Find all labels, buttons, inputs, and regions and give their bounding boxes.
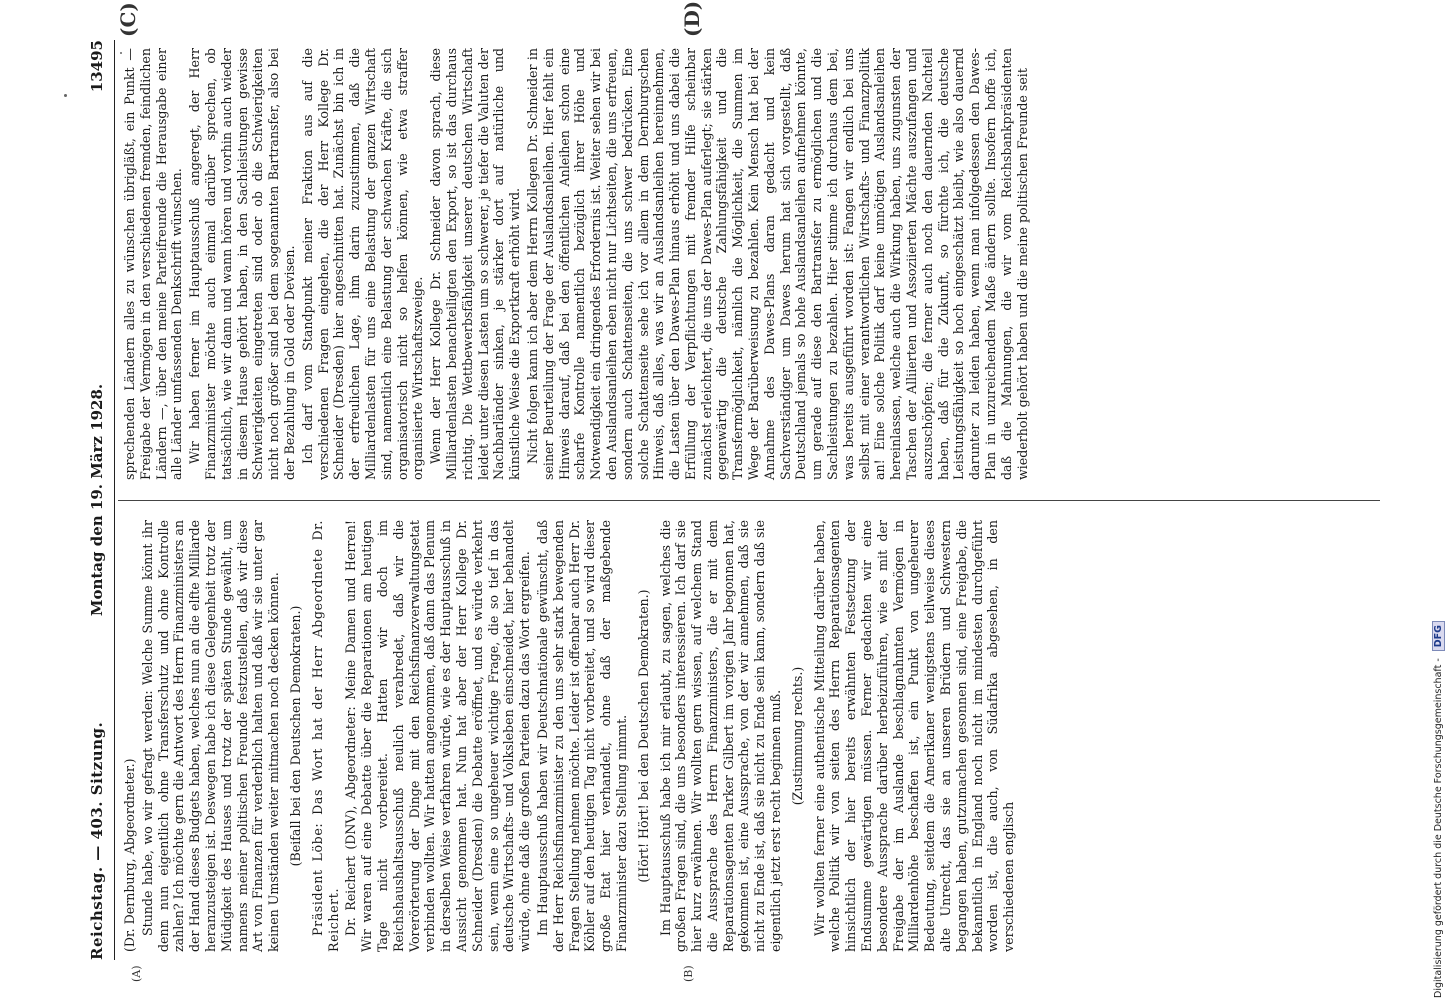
header-session: Reichstag. — 403. Sitzung. [88, 721, 106, 960]
paragraph: Stunde habe, wo wir gefragt werden: Welche Summe könnt ihr denn nun eigentlich ohne Transferschutz und ohne Kontrolle zahlen? Ich möchte gern die Antwort des Herrn Finanzministers an der Hand dieses Budgets haben, welches nun an die elfte Milliarde heranzusteigen ist. Deswegen habe ich diese Gelegenheit trotz der Müdigkeit des Hauses und trotz der späten Stunde gewählt, um namens meiner politischen Freunde festzustellen, daß wir diese Art von Finanzen für verderblich halten und daß wir sie unter gar keinen Umständen weiter mitmachen noch decken können. [139, 520, 282, 952]
header-date: Montag den 19. März 1928. [88, 383, 106, 617]
paragraph: sprechenden Ländern alles zu wünschen übrigläßt, ein Punkt — Freigabe der Vermögen in den verschiedenen fremden, feindlichen Ländern —, über den meine Parteifreunde die Herausgabe einer alle Länder umfassenden Denkschrift wünschen. [122, 48, 185, 480]
speaker-continuation: (Dr. Dernburg, Abgeordneter.) [122, 758, 137, 952]
paragraph: Im Hauptausschuß haben wir Deutschnationale gewünscht, daß der Herr Reichsfinanzminister zu den uns sehr stark bewegenden Fragen Stellung nehmen möchte. Leider ist offenbar auch Herr Dr. Köhler auf den heutigen Tag nicht vorbereitet, und so wird dieser große Etat hier verhandelt, ohne daß der maßgebende Finanzminister dazu Stellung nimmt. [534, 520, 629, 952]
scan-speck [120, 52, 122, 54]
margin-marker-a: (A) [130, 965, 143, 982]
scan-speck [64, 94, 67, 97]
paragraph: Wenn der Herr Kollege Dr. Schneider davon sprach, diese Milliardenlasten benachteiligten den Export, so ist das durchaus richtig. Die Wettbewerbsfähigkeit unserer deutschen Wirtschaft leidet unter diesen Lasten um so schwerer, je tiefer die Valuten der Nachbarländer sinken, je stärker dort auf natürliche und künstliche Weise die Exportkraft erhöht wird. [428, 48, 523, 480]
margin-marker-d: (D) [680, 0, 704, 37]
column-divider [118, 500, 1380, 501]
interjection: (Zustimmung rechts.) [789, 666, 805, 806]
dfg-logo: DFG [1432, 621, 1445, 651]
interjection: (Beifall bei den Deutschen Demokraten.) [287, 605, 303, 867]
paragraph: Nicht folgen kann ich aber dem Herrn Kollegen Dr. Schneider in seiner Beurteilung der Frage der Auslandsanleihen. Hier fehlt ein Hinweis darauf, daß bei den öffentlichen Anleihen schon eine scharfe Kontrolle namentlich bezüglich ihrer Höhe und Notwendigkeit ein dringendes Erfordernis ist. Weiter sehen wir bei den Auslandsanleihen eben nicht nur Lichtseiten, die uns erfreuen, sondern auch Schattenseiten, die uns schwer bedrücken. Eine solche Schattenseite sehe ich vor allem in dem Dernburgschen Hinweis, daß alles, was wir an Auslandsanleihen hereinnehmen, die Lasten über den Dawes-Plan hinaus erhöht und uns dabei die Erfüllung der Verpflichtungen mit fremder Hilfe scheinbar zunächst erleichtert, die uns der Dawes-Plan auferlegt; sie stärken gegenwärtig die deutsche Zahlungsfähigkeit und die Transfermöglichkeit, nämlich die Möglichkeit, die Summen im Wege der Barüberweisung zu bezahlen. Kein Mensch hat bei der Annahme des Dawes-Plans daran gedacht und kein Sachverständiger um Dawes herum hat sich vorgestellt, daß Deutschland jemals so hohe Auslandsanleihen aufnehmen könnte, um gerade auf diese den Bartransfer zu ermöglichen und die Sachleistungen zu bezahlen. Hier stimme ich durchaus dem bei, was bereits ausgeführt worden ist: Fangen wir endlich bei uns selbst mit einer verantwortlichen Wirtschafts- und Finanzpolitik an! Eine solche Politik darf keine unnötigen Auslandsanleihen hereinlassen, welche auch die Wirkung haben, uns zugunsten der Taschen der Alliierten und Assoziierten Mächte auszufangen und auszuschöpfen; die ferner auch noch den dauernden Nachteil haben, daß für die Zukunft, so fürchte ich, die deutsche Leistungsfähigkeit so hoch eingeschätzt bleibt, wie also dauernd darunter zu leiden haben, wenn man infolgedessen den Dawes-Plan in unzureichendem Maße ändern sollte. Insofern hoffe ich, daß die Mahnungen, die wir vom Reichsbankpräsidenten wiederholt gehört haben und die meine politischen Freunde seit [524, 48, 1030, 480]
paragraph: Ich darf vom Standpunkt meiner Fraktion aus auf die verschiedenen Fragen eingehen, die der Herr Kollege Dr. Schneider (Dresden) hier angeschnitten hat. Zunächst bin ich in der erfreulichen Lage, ihm darin zuzustimmen, daß die Milliardenlasten für uns eine Belastung der ganzen Wirtschaft sind, namentlich eine Belastung der schwachen Kräfte, die sich organisatorisch nicht so helfen können, wie etwa straffer organisierte Wirtschaftszweige. [299, 48, 426, 480]
paragraph: Dr. Reichert (DNV), Abgeordneter: Meine Damen und Herren! Wir waren auf eine Debatte über die Reparationen am heutigen Tage nicht vorbereitet. Hatten wir doch im Reichshaushaltsausschuß neulich verabredet, daß wir die Vorerörterung der Dinge mit den Reichsfinanzverwaltungsetat verbinden wollten. Wir hatten angenommen, daß dann das Plenum in derselben Weise verfahren würde, wie es der Hauptausschuß in Aussicht genommen hat. Nun hat aber der Herr Kollege Dr. Schneider (Dresden) die Debatte eröffnet, und es würde verkehrt sein, wenn eine so ungeheuer wichtige Frage, die so tief in das deutsche Wirtschafts- und Volksleben einschneidet, hier behandelt würde, ohne daß die großen Parteien dazu das Wort ergreifen. [343, 520, 533, 952]
credit-text: Digitalisierung gefördert durch die Deutsche Forschungsgemeinschaft - [1433, 658, 1444, 998]
paragraph: Wir wollten ferner eine authentische Mitteilung darüber haben, welche Politik wir von seiten des Herrn Reparationsagenten hinsichtlich der hier bereits erwähnten Festsetzung der Endsumme gewärtigen müssen. Ferner gedachten wir eine besondere Aussprache darüber herbeizuführen, wie es mit der Freigabe der im Auslande beschlagnahmten Vermögen in Milliardenhöhe beschaffen ist, ein Punkt von ungeheurer Bedeutung, seitdem die Amerikaner wenigstens teilweise dieses alte Unrecht, das sie an unseren Brüdern und Schwestern begangen haben, gutzumachen gesonnen sind, eine Freigabe, die bekanntlich in England noch nicht im mindesten durchgeführt worden ist, die auch, von Südafrika abgesehen, in den verschiedenen englisch [811, 520, 1017, 952]
page-number: 13495 [88, 40, 106, 93]
rotated-page [70, 0, 1400, 1000]
interjection: (Hört! Hört! bei den Deutschen Demokraten.) [635, 589, 651, 883]
page-header [80, 40, 115, 960]
digitization-credit [1432, 621, 1445, 998]
president-statement: Präsident Löbe: Das Wort hat der Herr Abgeordnete Dr. Reichert. [309, 520, 341, 952]
margin-marker-c: (C) [116, 2, 140, 37]
right-column [122, 48, 1032, 480]
paragraph: Wir haben ferner im Hauptausschuß angeregt, der Herr Finanzminister möchte auch einmal darüber sprechen, ob tatsächlich, wie wir dann und wann hören und vorhin auch wieder in diesem Hause gehört haben, in den Sachleistungen gewisse Schwierigkeiten eingetreten sind oder ob die Schwierigkeiten nicht noch größer sind bei dem sogenannten Bartransfer, also bei der Bezahlung in Gold oder Devisen. [187, 48, 297, 480]
digitization-sidebar [1414, 0, 1434, 1000]
paragraph: Im Hauptausschuß habe ich mir erlaubt, zu sagen, welches die großen Fragen sind, die uns besonders interessieren. Ich darf sie hier kurz erwähnen. Wir wollten gern wissen, auf welchem Stand die Aussprache des Herrn Finanzministers, die er mit dem Reparationsagenten Parker Gilbert im vorigen Jahr begonnen hat, gekommen ist, eine Aussprache, von der wir annehmen, daß sie nicht zu Ende ist, daß sie nicht zu Ende sein kann, sondern daß sie eigentlich jetzt erst recht beginnen muß. [657, 520, 784, 952]
margin-marker-b: (B) [682, 965, 695, 982]
left-column [122, 520, 1019, 952]
